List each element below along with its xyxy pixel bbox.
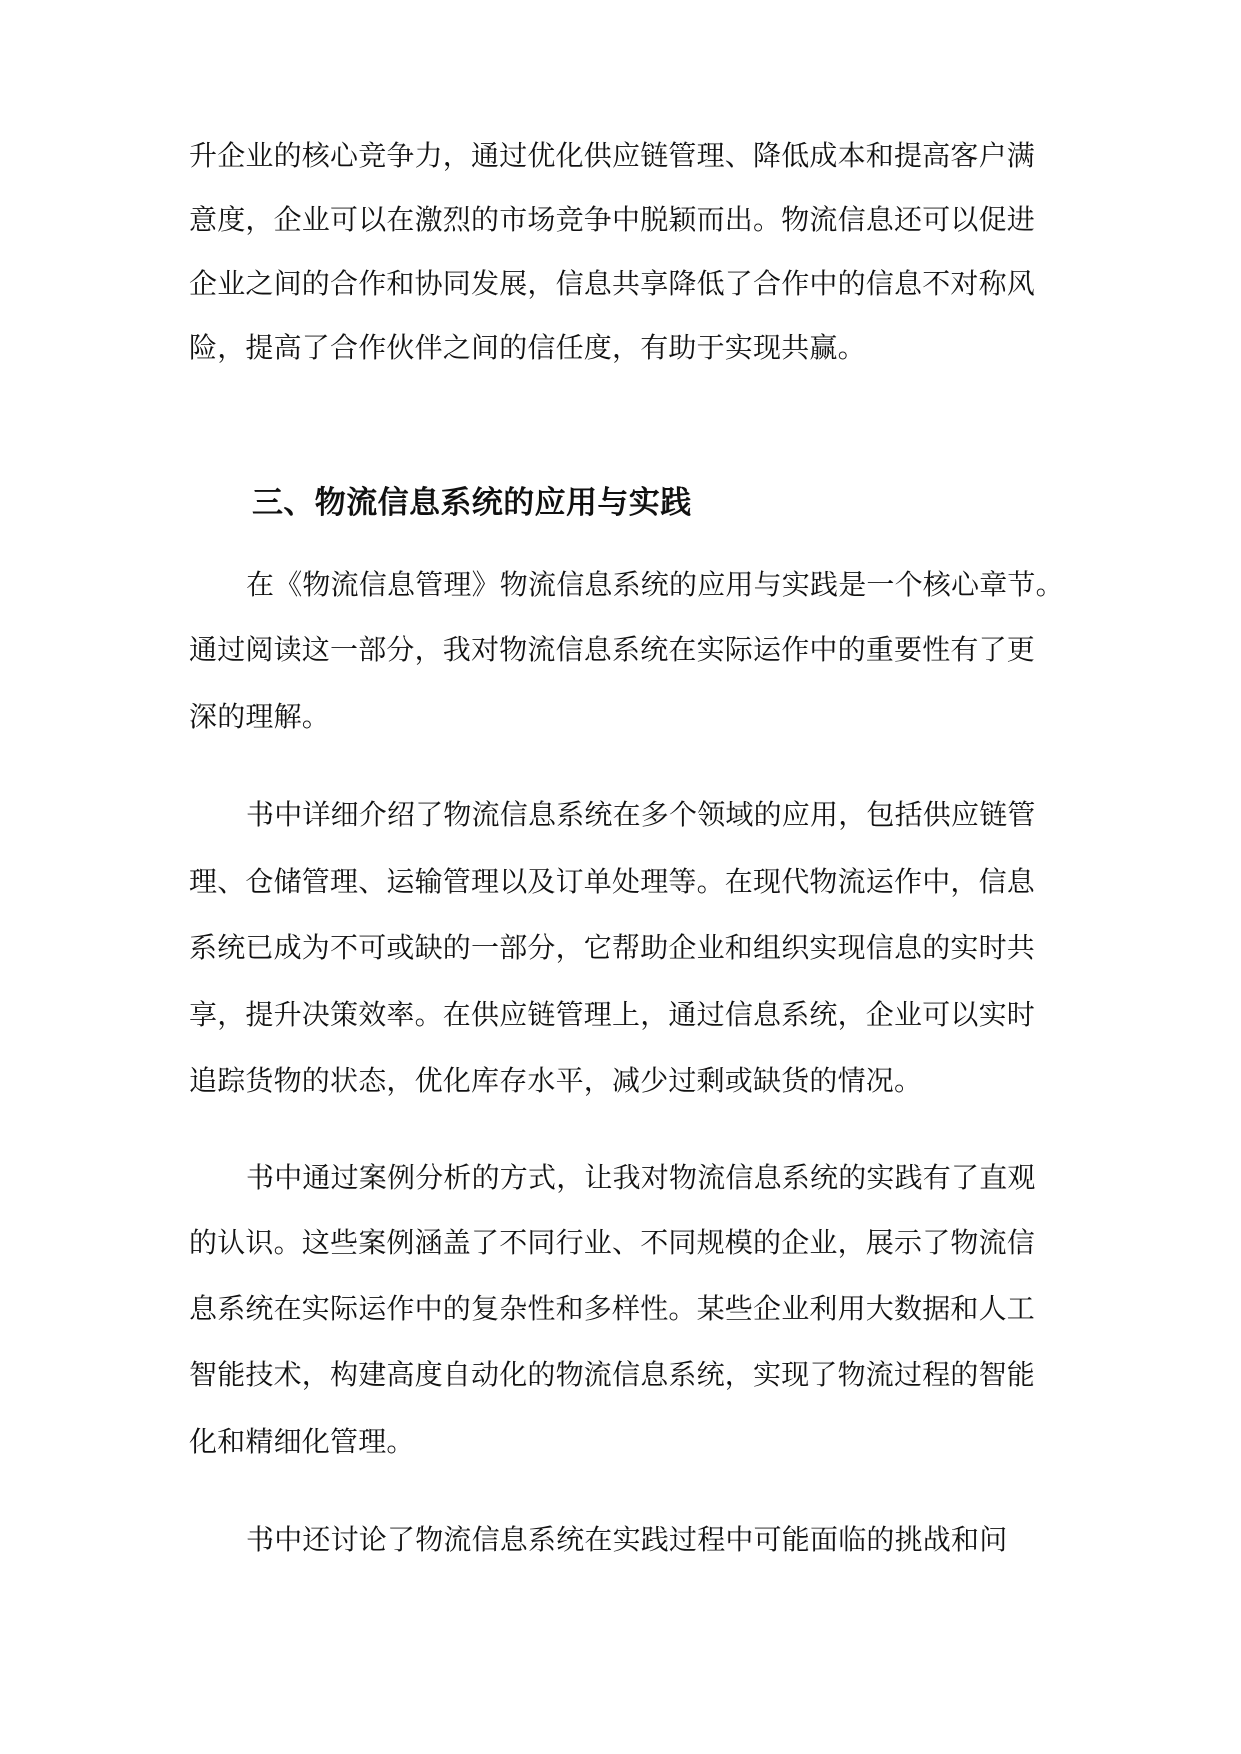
paragraph-line: 通过阅读这一部分，我对物流信息系统在实际运作中的重要性有了更 — [189, 633, 1036, 666]
paragraph-line: 在《物流信息管理》物流信息系统的应用与实践是一个核心章节。 — [246, 568, 1064, 601]
paragraph-line: 险，提高了合作伙伴之间的信任度，有助于实现共赢。 — [189, 331, 866, 364]
paragraph-line: 意度，企业可以在激烈的市场竞争中脱颖而出。物流信息还可以促进 — [189, 203, 1036, 236]
paragraph-line: 系统已成为不可或缺的一部分，它帮助企业和组织实现信息的实时共 — [189, 931, 1036, 964]
paragraph-line: 智能技术，构建高度自动化的物流信息系统，实现了物流过程的智能 — [189, 1358, 1036, 1391]
paragraph-line: 书中还讨论了物流信息系统在实践过程中可能面临的挑战和问 — [246, 1523, 1008, 1556]
paragraph-line: 深的理解。 — [189, 700, 331, 733]
paragraph-line: 化和精细化管理。 — [189, 1425, 415, 1458]
paragraph-line: 理、仓储管理、运输管理以及订单处理等。在现代物流运作中，信息 — [189, 865, 1036, 898]
paragraph-line: 企业之间的合作和协同发展，信息共享降低了合作中的信息不对称风 — [189, 267, 1036, 300]
paragraph-line: 追踪货物的状态，优化库存水平，减少过剩或缺货的情况。 — [189, 1064, 923, 1097]
paragraph-line: 书中详细介绍了物流信息系统在多个领域的应用，包括供应链管 — [246, 798, 1036, 831]
section-heading: 三、物流信息系统的应用与实践 — [252, 485, 692, 521]
paragraph-line: 享，提升决策效率。在供应链管理上，通过信息系统，企业可以实时 — [189, 998, 1036, 1031]
paragraph-line: 书中通过案例分析的方式，让我对物流信息系统的实践有了直观 — [246, 1161, 1036, 1194]
paragraph-line: 升企业的核心竞争力，通过优化供应链管理、降低成本和提高客户满 — [189, 139, 1036, 172]
paragraph-line: 息系统在实际运作中的复杂性和多样性。某些企业利用大数据和人工 — [189, 1292, 1036, 1325]
paragraph-line: 的认识。这些案例涵盖了不同行业、不同规模的企业，展示了物流信 — [189, 1226, 1036, 1259]
